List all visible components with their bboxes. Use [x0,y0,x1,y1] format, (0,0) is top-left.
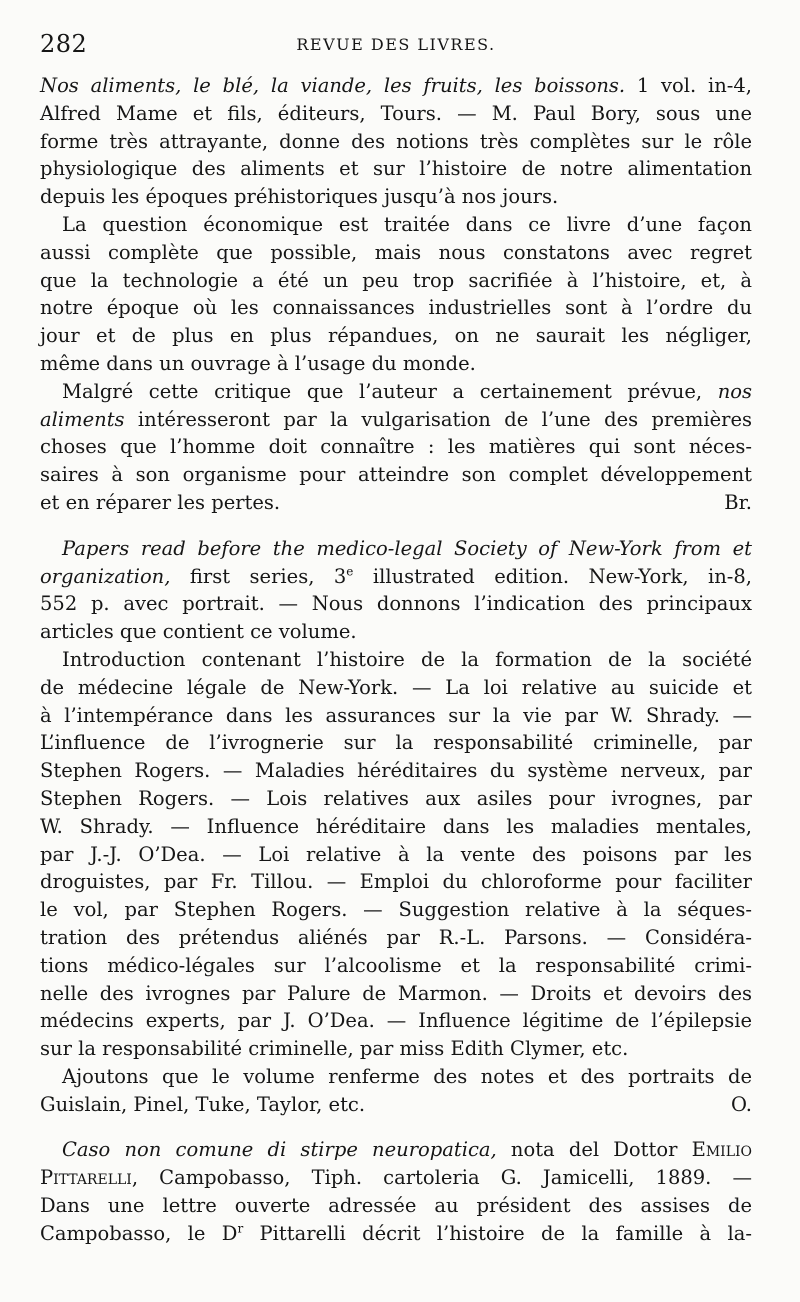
italic-title-text: aliments [40,407,125,431]
line-text: , Campobasso, Tiph. cartoleria G. Jamicelli, 1889. — [131,1166,752,1190]
text-line [40,294,752,322]
line-text: Pittarelli décrit l’histoire de la famille à la- [243,1221,752,1245]
text-line [40,618,752,646]
text-line [40,841,752,869]
text-line [40,1091,752,1119]
text-line [40,1220,752,1248]
text-line [40,239,752,267]
line-text: tions médico-légales sur l’alcoolisme et la responsabilité crimi- [40,953,752,977]
line-text: saires à son organisme pour atteindre son complet développement [40,463,752,487]
line-text: à l’intempérance dans les assurances sur la vie par W. Shrady. — [40,703,752,727]
line-text: par J.-J. O’Dea. — Loi relative à la vente des poisons par les [40,842,752,866]
line-text: Introduction contenant l’histoire de la formation de la société [62,647,752,671]
line-text: first series, 3 [170,564,347,588]
book-review-medico-legal-papers [40,535,752,1119]
text-line [40,757,752,785]
text-line [40,461,752,489]
line-text: physiologique des aliments et sur l’histoire de notre alimentation [40,157,752,181]
line-text: forme très attrayante, donne des notions très complètes sur le rôle [40,129,752,153]
text-line [40,896,752,924]
text-line [40,563,752,591]
italic-title-text: nos [717,379,752,403]
line-text: Malgré cette critique que l’auteur a certainement prévue, [62,379,718,403]
italic-title-text: Papers read before the medico-legal Society of New-York from et [62,536,752,560]
line-text: même dans un ouvrage à l’usage du monde. [40,351,476,375]
text-line [40,1164,752,1192]
line-text: Guislain, Pinel, Tuke, Taylor, etc. [40,1092,366,1116]
entry-separator [40,517,752,535]
line-text: le vol, par Stephen Rogers. — Suggestion relative à la séques- [40,898,752,922]
text-line [40,924,752,952]
line-text: e [346,564,354,579]
line-text: de médecine légale de New-York. — La loi relative au suicide et [40,675,752,699]
text-line [40,433,752,461]
text-line [40,674,752,702]
text-line [40,535,752,563]
line-text: notre époque où les connaissances industrielles sont à l’ordre du [40,296,752,320]
italic-title-text: Nos aliments, le blé, la viande, les fruits, les boissons. [40,74,626,97]
text-line [40,590,752,618]
running-title: REVUE DES LIVRES. [296,35,496,54]
text-line [40,1192,752,1220]
line-text: Alfred Mame et fils, éditeurs, Tours. — M. Paul Bory, sous une [40,101,752,125]
line-text: médecins experts, par J. O’Dea. — Influence légitime de l’épilepsie [40,1009,752,1033]
text-line [40,785,752,813]
body-text [40,72,752,1248]
line-text: choses que l’homme doit connaître : les matières qui sont néces- [40,435,752,459]
line-text: articles que contient ce volume. [40,620,357,644]
text-line [40,868,752,896]
text-line [40,378,752,406]
italic-title-text: Caso non comune di stirpe neuropatica, [62,1138,497,1162]
line-text: intéresseront par la vulgarisation de l’une des premières [124,407,752,431]
line-text: r [237,1221,244,1236]
page-number: 282 [40,30,88,58]
text-line [40,183,752,211]
line-text: Ajoutons que le volume renferme des notes et des portraits de [62,1064,752,1088]
line-text: depuis les époques préhistoriques jusqu’à nos jours. [40,185,559,209]
line-text: jour et de plus en plus répandues, on ne saurait les négliger, [40,324,752,348]
line-text: Stephen Rogers. — Maladies héréditaires du système nerveux, par [40,759,752,783]
book-review-caso-non-comune [40,1136,752,1247]
line-text: nota del Dottor [496,1138,692,1162]
book-review-nos-aliments [40,72,752,517]
reviewer-signature: Br. [724,490,752,514]
text-line [40,489,752,517]
text-line [40,1007,752,1035]
text-line [40,1035,752,1063]
italic-title-text: organization, [40,564,171,588]
text-line [40,702,752,730]
line-text: et en réparer les pertes. [40,490,281,514]
text-line [40,155,752,183]
text-line [40,72,752,100]
line-text: que la technologie a été un peu trop sacrifiée à l’histoire, et, à [40,268,752,292]
text-line [40,350,752,378]
line-text: nelle des ivrognes par Palure de Marmon. — Droits et devoirs des [40,981,752,1005]
text-line [40,267,752,295]
line-text: illustrated edition. New-York, in-8, [353,564,752,588]
line-text: sur la responsabilité criminelle, par miss Edith Clymer, etc. [40,1037,629,1061]
line-text: 552 p. avec portrait. — Nous donnons l’indication des principaux [40,592,752,616]
text-line [40,1063,752,1091]
text-line [40,813,752,841]
text-line [40,729,752,757]
text-line [40,952,752,980]
entry-separator [40,1118,752,1136]
line-text: aussi complète que possible, mais nous constatons avec regret [40,240,752,264]
line-text: La question économique est traitée dans ce livre d’une façon [62,212,752,236]
text-line [40,1136,752,1164]
line-text: tration des prétendus aliénés par R.-L. Parsons. — Considéra- [40,925,752,949]
line-text: droguistes, par Fr. Tillou. — Emploi du chloroforme pour faciliter [40,870,752,894]
text-line [40,211,752,239]
line-text: Dans une lettre ouverte adressée au président des assises de [40,1194,752,1218]
line-text: W. Shrady. — Influence héréditaire dans les maladies mentales, [40,814,752,838]
line-text: L’influence de l’ivrognerie sur la responsabilité criminelle, par [40,731,752,755]
line-text: Campobasso, le D [40,1221,238,1245]
author-name-text: Pittarelli [40,1166,132,1190]
text-line [40,406,752,434]
line-text: Stephen Rogers. — Lois relatives aux asiles pour ivrognes, par [40,786,752,810]
page-header [40,30,752,62]
text-line [40,980,752,1008]
text-line [40,646,752,674]
text-line [40,100,752,128]
text-line [40,128,752,156]
reviewer-signature: O. [730,1092,752,1116]
author-name-text: Emilio [691,1138,752,1162]
text-line [40,322,752,350]
line-text: 1 vol. in-4, [625,74,752,97]
